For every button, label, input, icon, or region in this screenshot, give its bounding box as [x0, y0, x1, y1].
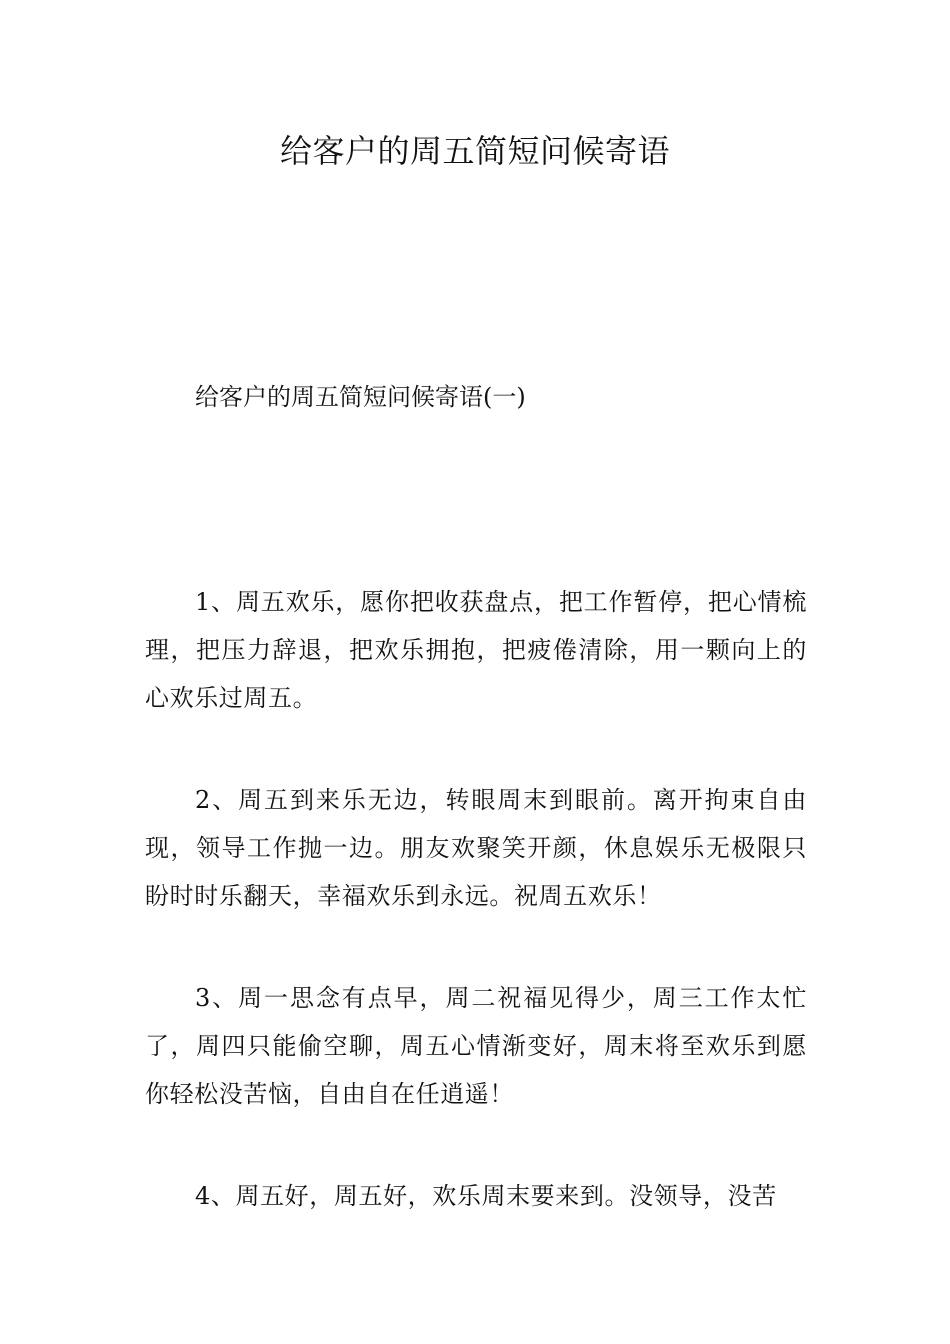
document-title: 给客户的周五简短问候寄语 [279, 132, 670, 170]
section-heading: 给客户的周五简短问候寄语(一) [195, 383, 526, 411]
greeting-item-4: 4、周五好，周五好，欢乐周末要来到。没领导，没苦 [195, 1182, 777, 1210]
greeting-item-3: 3、周一思念有点早，周二祝福见得少，周三工作太忙了，周四只能偷空聊，周五心情渐变好，周末将至欢乐到愿你轻松没苦恼，自由自在任逍遥！ [145, 984, 807, 1108]
greeting-item-1: 1、周五欢乐，愿你把收获盘点，把工作暂停，把心情梳理，把压力辞退，把欢乐拥抱，把疲倦清除，用一颗向上的心欢乐过周五。 [145, 588, 807, 712]
greeting-item-2: 2、周五到来乐无边，转眼周末到眼前。离开拘束自由现，领导工作抛一边。朋友欢聚笑开颜，休息娱乐无极限只盼时时乐翻天，幸福欢乐到永远。祝周五欢乐！ [145, 786, 807, 910]
